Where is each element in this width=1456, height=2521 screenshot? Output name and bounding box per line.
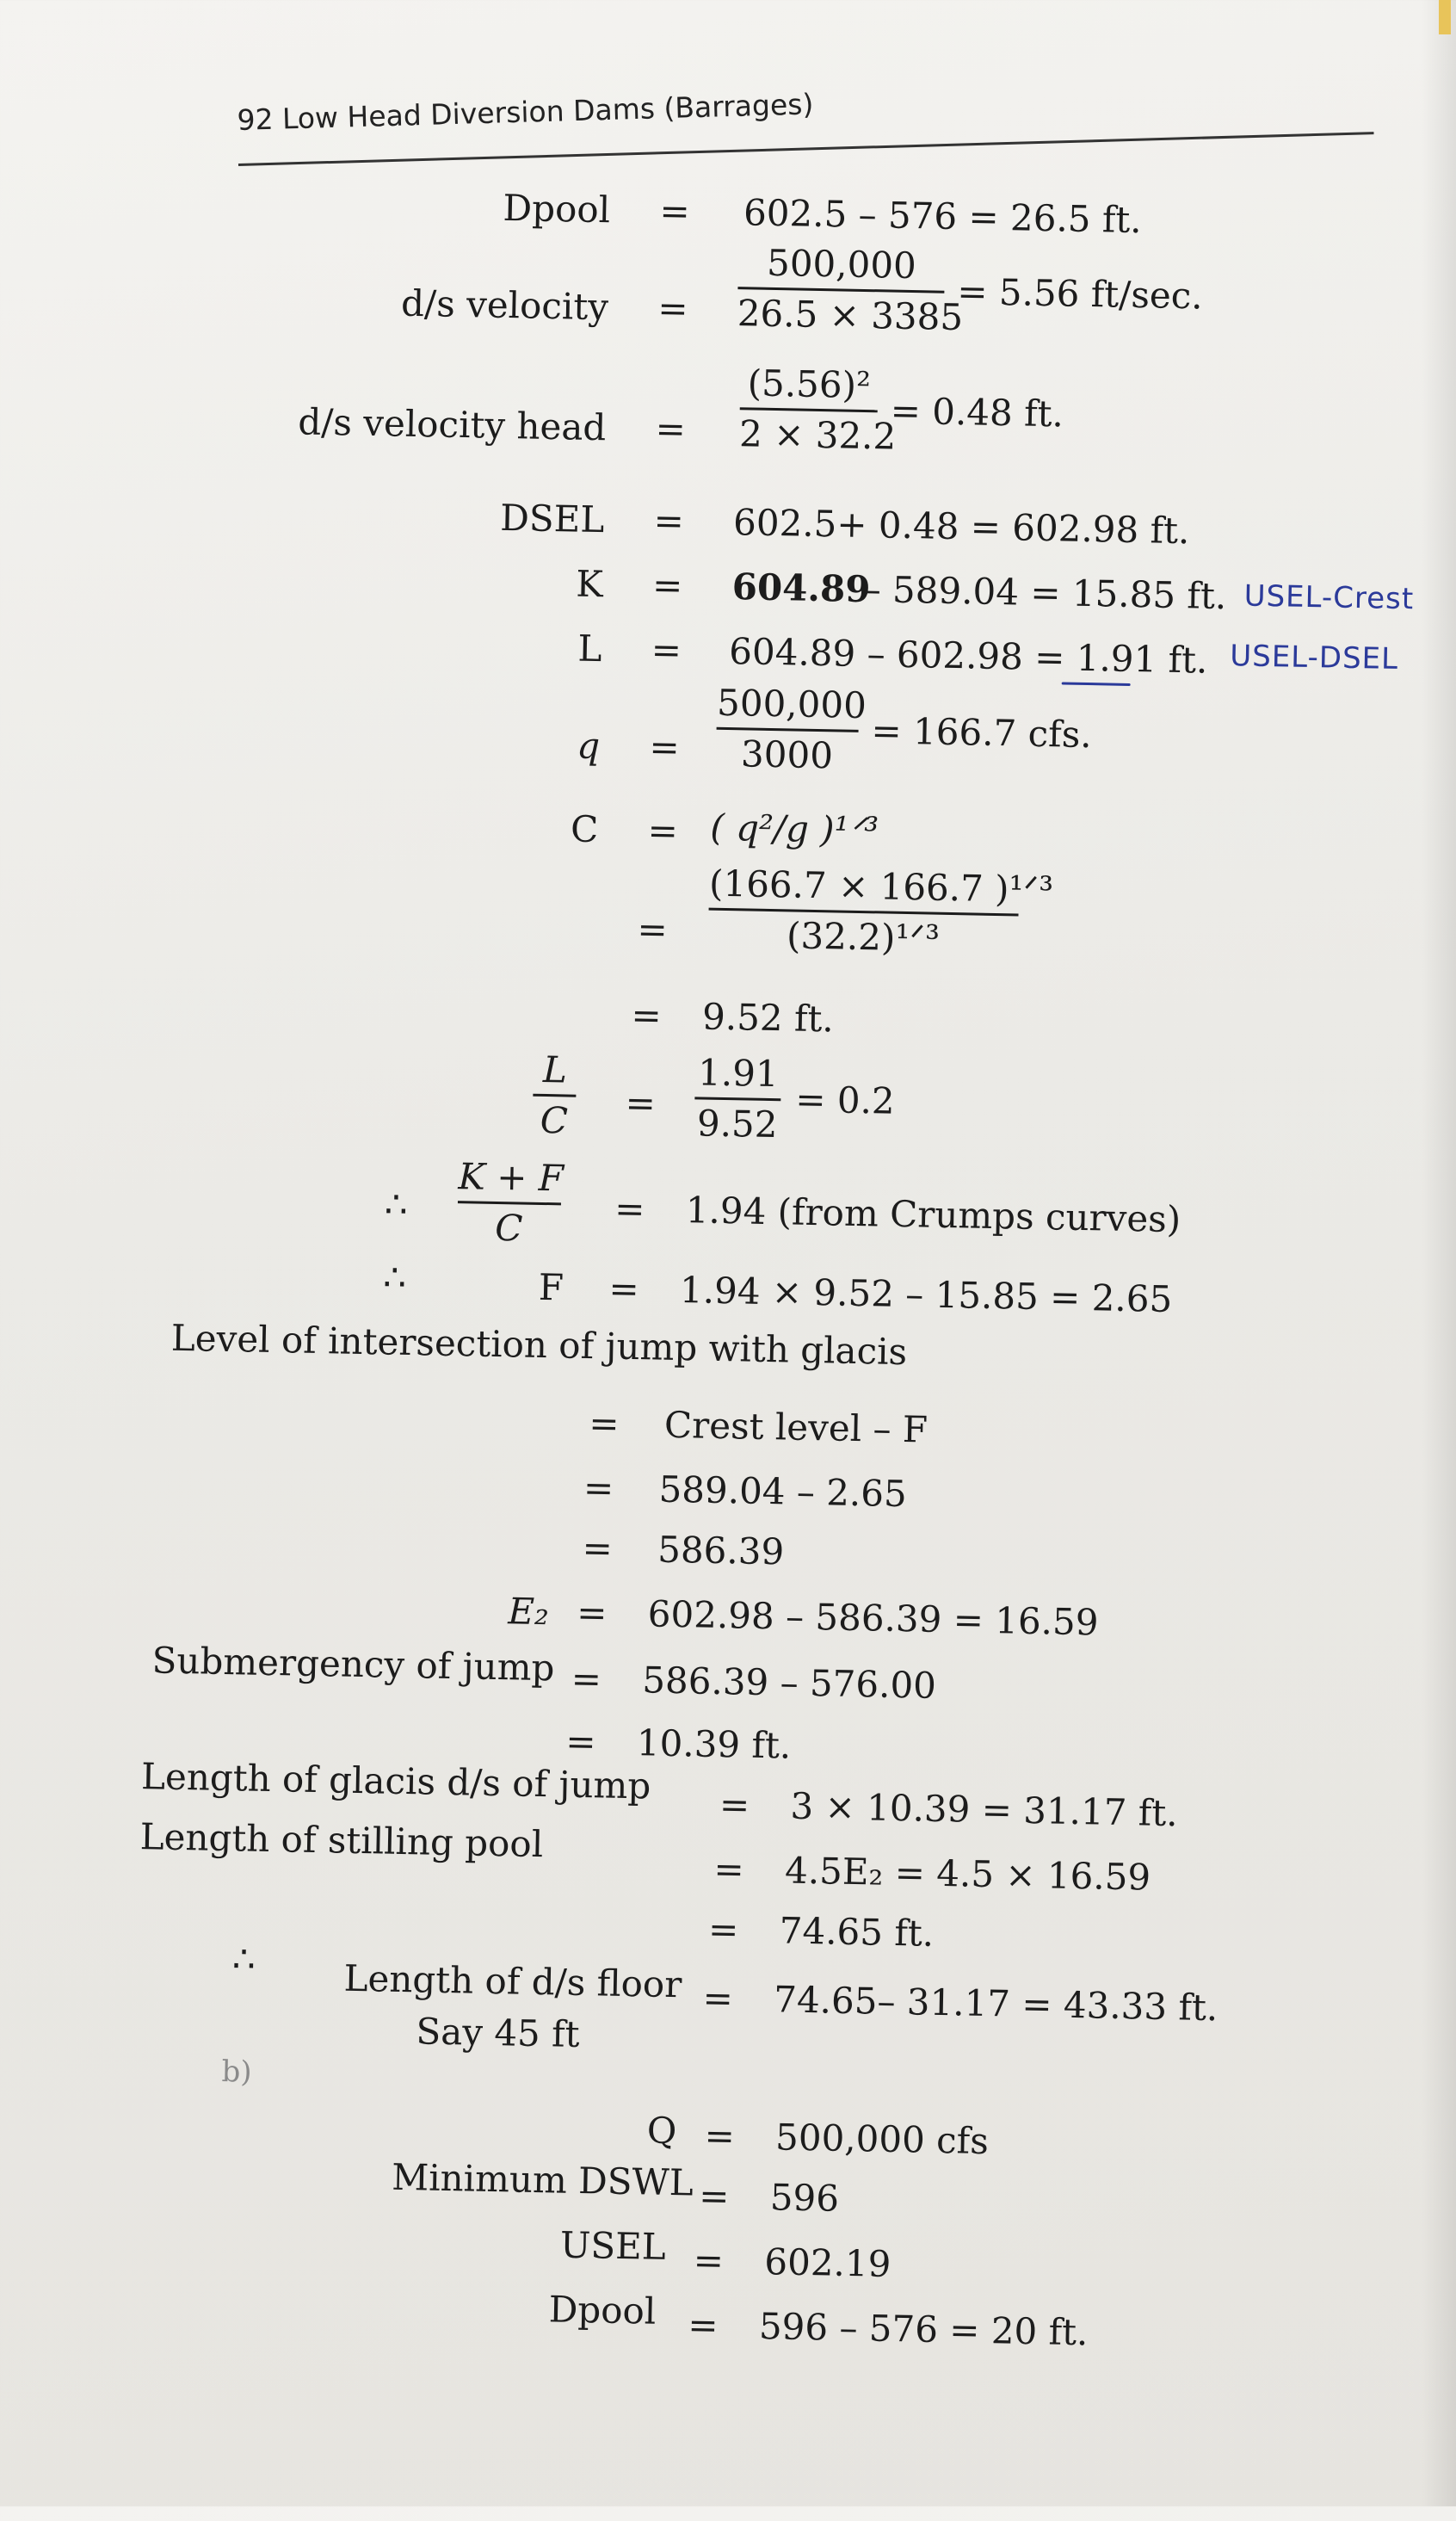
fraction-numerator: K + F: [458, 1155, 565, 1200]
fraction-denominator: (32.2)¹ᐟ³: [786, 914, 941, 961]
value-discharge: 500,000 cfs: [774, 2116, 990, 2163]
equals-sign: =: [651, 564, 683, 607]
label-dpool: Dpool: [503, 186, 611, 232]
value-min-dswl: 596: [769, 2176, 840, 2220]
label-l: L: [577, 627, 602, 670]
equals-sign: =: [713, 1847, 745, 1891]
value-length-glacis: 3 × 10.39 = 31.17 ft.: [790, 1784, 1179, 1835]
fraction-numerator: 1.91: [697, 1051, 780, 1096]
value-length-pool: 4.5E₂ = 4.5 × 16.59: [784, 1849, 1151, 1899]
label-dsel: DSEL: [499, 496, 605, 541]
label-submergency: Submergency of jump: [151, 1639, 555, 1690]
label-usel: USEL: [559, 2223, 667, 2268]
equals-sign: =: [649, 726, 681, 769]
handwritten-note-usel-dsel: USEL-DSEL: [1229, 639, 1399, 677]
label-min-dswl: Minimum DSWL: [391, 2155, 694, 2204]
value-length-floor: 74.65– 31.17 = 43.33 ft.: [773, 1978, 1218, 2030]
equals-sign: =: [704, 2114, 736, 2158]
equals-sign: =: [702, 1976, 734, 2020]
label-length-floor: Length of d/s floor: [343, 1956, 682, 2006]
text-level-of-intersection: Level of intersection of jump with glacis: [170, 1316, 908, 1374]
fraction-denominator: 2 × 32.2: [738, 412, 897, 458]
value-l-c: = 0.2: [794, 1078, 896, 1122]
value-f: 1.94 × 9.52 – 15.85 = 2.65: [679, 1269, 1173, 1321]
equals-sign: =: [625, 1081, 657, 1125]
fraction-ds-velocity: [737, 241, 964, 339]
value-length-pool-result: 74.65 ft.: [779, 1909, 935, 1955]
text-part-b: b): [221, 2054, 252, 2090]
value-submergency: 586.39 – 576.00: [641, 1659, 937, 1707]
value-submergency-result: 10.39 ft.: [636, 1721, 792, 1767]
equals-sign: =: [647, 809, 679, 852]
label-q: q: [576, 724, 601, 768]
value-e2: 602.98 – 586.39 = 16.59: [647, 1592, 1099, 1644]
fraction-denominator: 26.5 × 3385: [737, 292, 964, 339]
label-f: F: [538, 1265, 565, 1309]
fraction-bar: [458, 1201, 561, 1205]
formula-c: ( q²/g )¹ᐟ³: [709, 806, 879, 852]
value-crest-minus-f: Crest level – F: [663, 1403, 929, 1451]
fraction-denominator: 9.52: [696, 1102, 778, 1146]
label-k: K: [575, 562, 604, 606]
label-length-glacis: Length of glacis d/s of jump: [140, 1755, 651, 1807]
equals-sign: =: [653, 499, 685, 542]
equals-sign: =: [571, 1657, 602, 1701]
label-c: C: [570, 807, 599, 851]
equals-sign: =: [657, 287, 689, 331]
fraction-c: [708, 862, 1054, 961]
fraction-l-c-label: [532, 1049, 577, 1143]
handwritten-underline: [1062, 682, 1131, 686]
equals-sign: =: [565, 1720, 597, 1764]
fraction-numerator: (166.7 × 166.7 )¹ᐟ³: [708, 862, 1054, 911]
equals-sign: =: [707, 1907, 739, 1951]
equals-sign: =: [582, 1526, 614, 1570]
value-k-f-c: 1.94 (from Crumps curves): [685, 1189, 1181, 1241]
fraction-numerator: L: [542, 1047, 568, 1091]
text-say-45-ft: Say 45 ft: [416, 2010, 581, 2055]
equals-sign: =: [651, 628, 682, 671]
label-ds-velocity: d/s velocity: [400, 281, 609, 329]
value-dpool-b: 596 – 576 = 20 ft.: [758, 2305, 1089, 2354]
value-level: 586.39: [657, 1528, 785, 1573]
value-dpool: 602.5 – 576 = 26.5 ft.: [743, 191, 1143, 242]
therefore-symbol: ∴: [382, 1256, 407, 1299]
value-level-sub: 589.04 – 2.65: [658, 1467, 908, 1516]
equals-sign: =: [614, 1187, 645, 1231]
value-usel-bold: 604.89: [731, 565, 871, 611]
value-usel: 602.19: [763, 2240, 891, 2285]
fraction-q: [716, 681, 867, 778]
value-dsel: 602.5+ 0.48 = 602.98 ft.: [732, 501, 1190, 553]
equals-sign: =: [583, 1466, 614, 1510]
value-ds-velocity-head: = 0.48 ft.: [890, 389, 1064, 436]
page-header-title: 92 Low Head Diversion Dams (Barrages): [237, 87, 814, 137]
fraction-k-f-c-label: [457, 1155, 565, 1251]
fraction-bar: [694, 1097, 780, 1102]
value-ds-velocity: = 5.56 ft/sec.: [956, 270, 1204, 318]
fraction-bar: [740, 407, 878, 412]
fraction-numerator: (5.56)²: [747, 361, 872, 407]
value-c: 9.52 ft.: [701, 995, 835, 1041]
equals-sign: =: [655, 407, 687, 450]
equals-sign: =: [719, 1783, 750, 1826]
fraction-numerator: 500,000: [766, 241, 917, 287]
equals-sign: =: [576, 1591, 608, 1634]
label-length-pool: Length of stilling pool: [139, 1815, 544, 1866]
value-k: – 589.04 = 15.85 ft.: [862, 567, 1227, 618]
fraction-numerator: 500,000: [716, 681, 867, 727]
value-l: 604.89 – 602.98 = 1.91 ft.: [728, 630, 1208, 682]
fraction-bar: [717, 727, 859, 732]
fraction-denominator: 3000: [740, 732, 834, 777]
label-ds-velocity-head: d/s velocity head: [297, 400, 607, 449]
handwritten-note-usel-crest: USEL-Crest: [1243, 578, 1415, 617]
fraction-velocity-head: [738, 361, 897, 458]
equals-sign: =: [637, 908, 669, 951]
label-e2: E₂: [507, 1590, 550, 1634]
label-dpool-b: Dpool: [548, 2288, 657, 2333]
value-q: = 166.7 cfs.: [871, 709, 1093, 757]
equals-sign: =: [608, 1267, 640, 1311]
fraction-denominator: C: [540, 1099, 569, 1142]
therefore-symbol: ∴: [384, 1183, 409, 1226]
equals-sign: =: [588, 1402, 620, 1445]
label-discharge: Q: [646, 2109, 677, 2153]
equals-sign: =: [631, 993, 663, 1037]
fraction-denominator: C: [494, 1207, 523, 1250]
fraction-bar: [533, 1094, 576, 1097]
fraction-l-c: [694, 1052, 781, 1146]
therefore-symbol: ∴: [231, 1937, 256, 1980]
equals-sign: =: [693, 2239, 725, 2283]
equals-sign: =: [698, 2174, 730, 2218]
equals-sign: =: [687, 2303, 719, 2347]
equals-sign: =: [659, 189, 691, 233]
